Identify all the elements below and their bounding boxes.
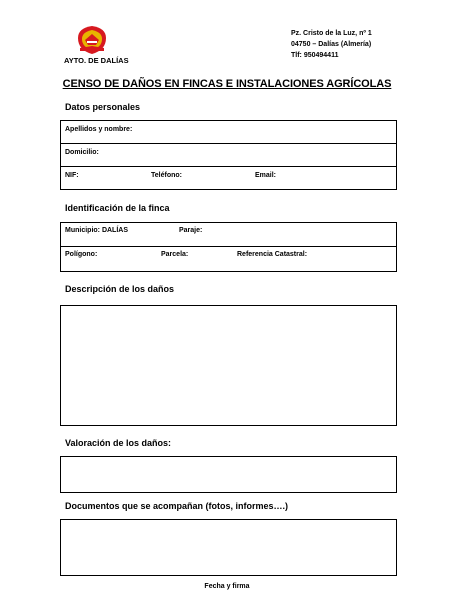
domicilio-label: Domicilio: — [65, 149, 99, 156]
section-heading-valoracion: Valoración de los daños: — [65, 438, 172, 448]
section-heading-documentos: Documentos que se acompañan (fotos, informes….) — [65, 501, 289, 511]
address-line: Pz. Cristo de la Luz, nº 1 — [291, 30, 372, 37]
finca-data-box — [60, 222, 397, 272]
poligono-row[interactable] — [61, 247, 396, 271]
form-title: CENSO DE DAÑOS EN FINCAS E INSTALACIONES AGRÍCOLAS — [62, 78, 392, 90]
municipio-label: Municipio: DALÍAS — [65, 227, 128, 234]
paraje-label: Paraje: — [179, 227, 203, 234]
documentos-field[interactable] — [60, 519, 397, 576]
fecha-y-firma-label: Fecha y firma — [204, 583, 250, 590]
referencia-catastral-label: Referencia Catastral: — [237, 251, 308, 258]
section-heading-descripcion: Descripción de los daños — [65, 284, 175, 294]
section-heading-personal: Datos personales — [65, 102, 141, 112]
organization-name: AYTO. DE DALÍAS — [64, 56, 129, 65]
apellidos-label: Apellidos y nombre: — [65, 126, 133, 133]
apellidos-row[interactable] — [61, 121, 396, 144]
organization-address — [291, 28, 372, 61]
municipal-crest-icon — [74, 24, 110, 56]
email-label: Email: — [255, 172, 277, 179]
telefono-label: Teléfono: — [151, 172, 182, 179]
parcela-label: Parcela: — [161, 251, 189, 258]
descripcion-field[interactable] — [60, 305, 397, 426]
valoracion-field[interactable] — [60, 456, 397, 493]
nif-label: NIF: — [65, 172, 79, 179]
poligono-label: Polígono: — [65, 251, 98, 258]
personal-data-box — [60, 120, 397, 190]
section-heading-finca: Identificación de la finca — [65, 203, 170, 213]
address-line: 04750 – Dalías (Almería) — [291, 41, 372, 48]
contact-row[interactable] — [61, 167, 396, 189]
domicilio-row[interactable] — [61, 144, 396, 167]
municipio-row[interactable] — [61, 223, 396, 247]
address-line: Tlf: 950494411 — [291, 52, 339, 59]
